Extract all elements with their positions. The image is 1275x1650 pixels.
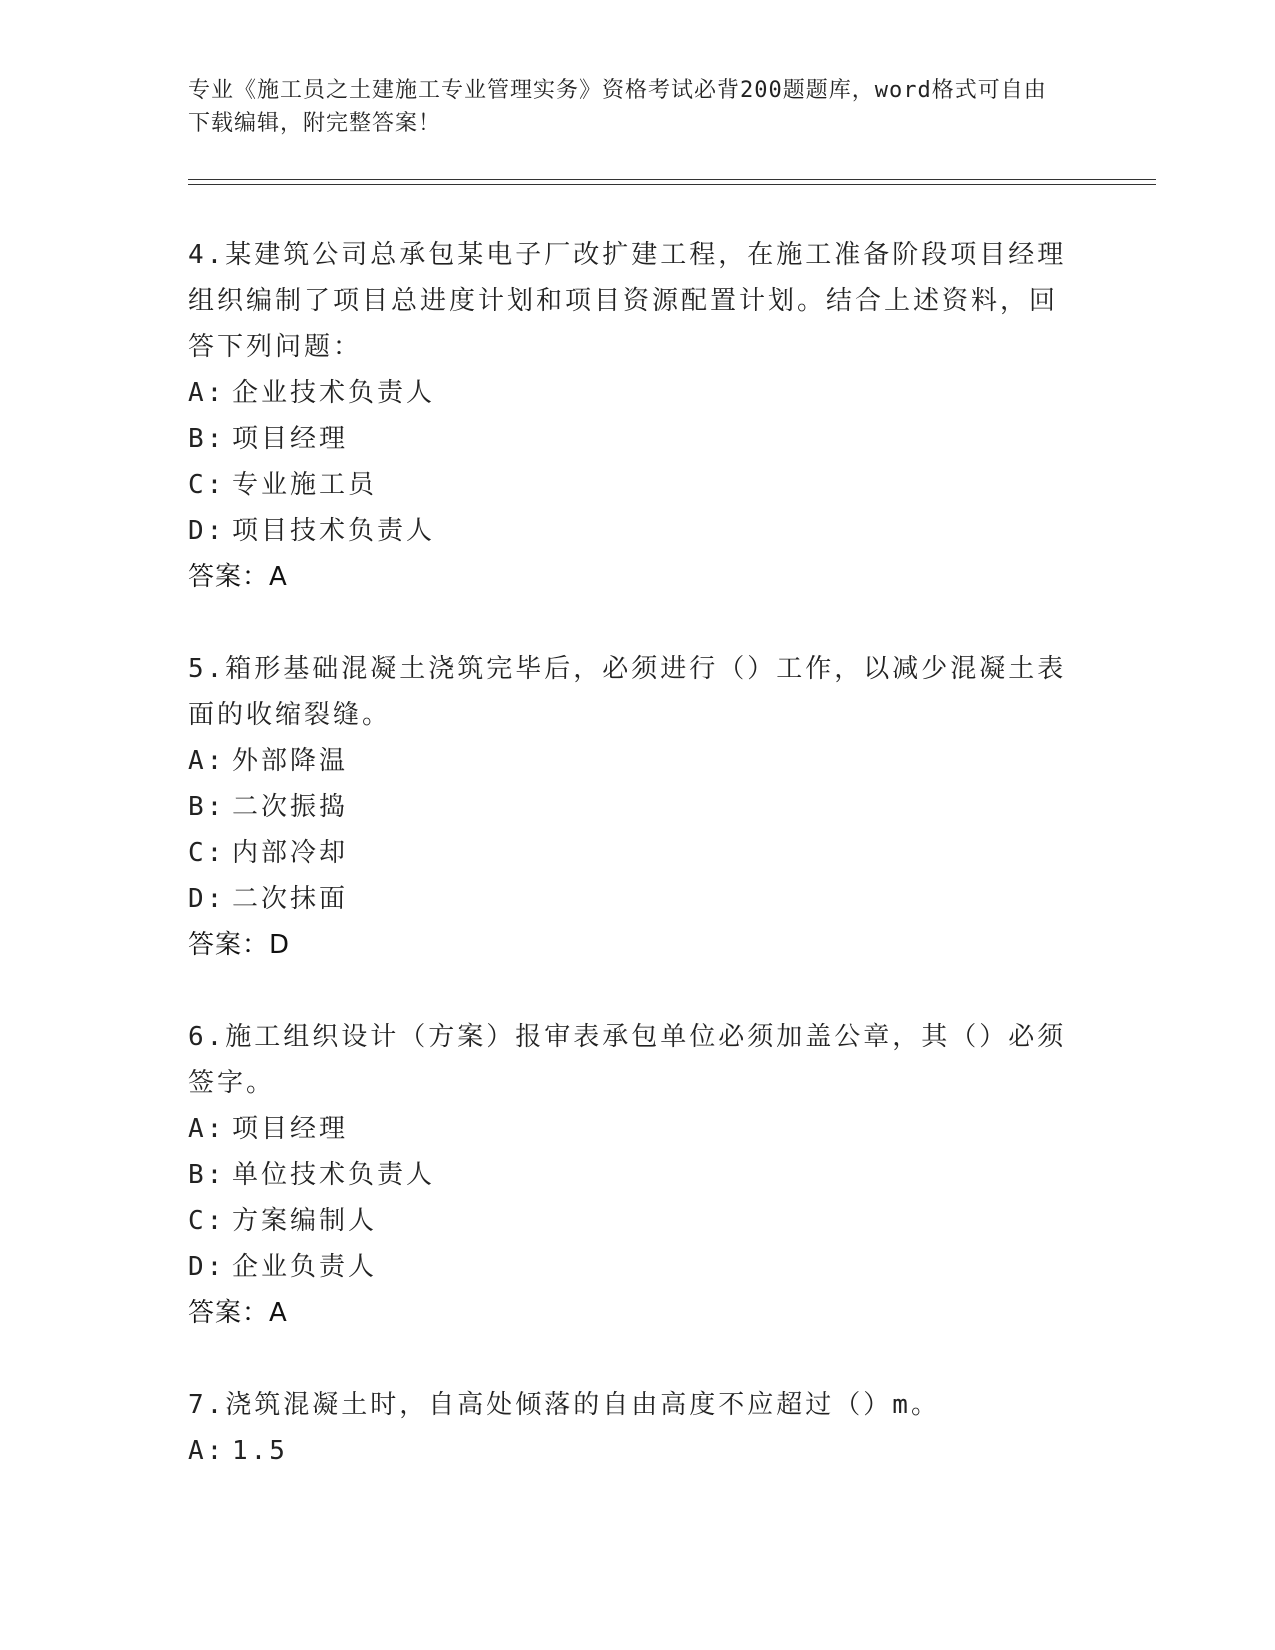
question-6 xyxy=(188,1014,1068,1336)
option-letter: A: xyxy=(188,1436,226,1466)
option-a xyxy=(188,1106,1068,1152)
option-text: 企业技术负责人 xyxy=(232,378,436,408)
question-stem: 5.箱形基础混凝土浇筑完毕后，必须进行（）工作，以减少混凝土表面的收缩裂缝。 xyxy=(188,654,1067,730)
option-letter: A: xyxy=(188,746,226,776)
option-b xyxy=(188,784,1068,830)
option-c xyxy=(188,830,1068,876)
option-c xyxy=(188,462,1068,508)
document-header: 专业《施工员之土建施工专业管理实务》资格考试必背200题题库，word格式可自由下载编辑，附完整答案！ xyxy=(188,78,1047,136)
option-text: 二次抹面 xyxy=(232,884,349,914)
option-a xyxy=(188,738,1068,784)
option-text: 方案编制人 xyxy=(232,1206,378,1236)
option-letter: B: xyxy=(188,424,226,454)
option-text: 内部冷却 xyxy=(232,838,349,868)
option-text: 专业施工员 xyxy=(232,470,378,500)
option-text: 1.5 xyxy=(232,1436,288,1466)
option-d xyxy=(188,876,1068,922)
option-letter: C: xyxy=(188,838,226,868)
question-list xyxy=(188,232,1068,1520)
option-letter: B: xyxy=(188,792,226,822)
header-rule-top xyxy=(188,179,1156,180)
option-text: 单位技术负责人 xyxy=(232,1160,436,1190)
option-letter: C: xyxy=(188,470,226,500)
answer-line: 答案：A xyxy=(188,1298,288,1328)
option-text: 二次振捣 xyxy=(232,792,349,822)
option-letter: B: xyxy=(188,1160,226,1190)
option-letter: A: xyxy=(188,378,226,408)
question-stem: 4.某建筑公司总承包某电子厂改扩建工程，在施工准备阶段项目经理组织编制了项目总进度计划和项目资源配置计划。结合上述资料，回答下列问题： xyxy=(188,240,1067,362)
option-text: 企业负责人 xyxy=(232,1252,378,1282)
option-letter: D: xyxy=(188,884,226,914)
question-7 xyxy=(188,1382,1068,1474)
option-letter: D: xyxy=(188,516,226,546)
answer-line: 答案：D xyxy=(188,930,291,960)
option-text: 项目技术负责人 xyxy=(232,516,436,546)
question-stem: 7.浇筑混凝土时，自高处倾落的自由高度不应超过（）m。 xyxy=(188,1390,940,1420)
option-text: 外部降温 xyxy=(232,746,349,776)
option-text: 项目经理 xyxy=(232,1114,349,1144)
option-a xyxy=(188,1428,1068,1474)
option-d xyxy=(188,508,1068,554)
header-rule-bottom xyxy=(188,184,1156,185)
question-stem: 6.施工组织设计（方案）报审表承包单位必须加盖公章，其（）必须签字。 xyxy=(188,1022,1067,1098)
option-letter: D: xyxy=(188,1252,226,1282)
option-letter: C: xyxy=(188,1206,226,1236)
option-text: 项目经理 xyxy=(232,424,349,454)
option-b xyxy=(188,1152,1068,1198)
question-4 xyxy=(188,232,1068,600)
option-d xyxy=(188,1244,1068,1290)
option-letter: A: xyxy=(188,1114,226,1144)
option-c xyxy=(188,1198,1068,1244)
option-b xyxy=(188,416,1068,462)
option-a xyxy=(188,370,1068,416)
question-5 xyxy=(188,646,1068,968)
answer-line: 答案：A xyxy=(188,562,288,592)
